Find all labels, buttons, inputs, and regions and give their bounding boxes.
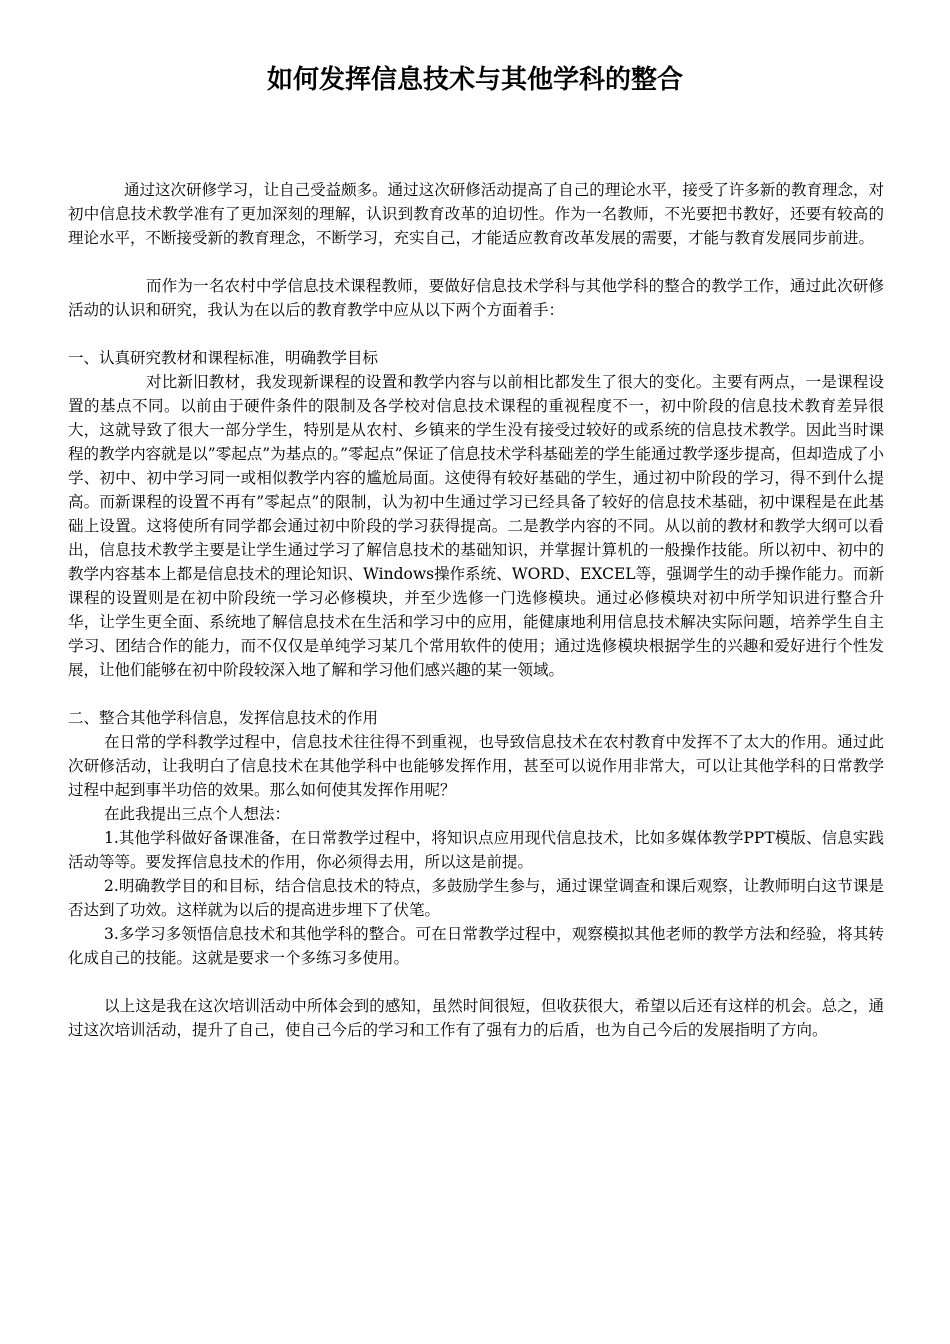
paragraph-section-1: 对比新旧教材，我发现新课程的设置和教学内容与以前相比都发生了很大的变化。主要有两点，一是课程设置的基点不同。以前由于硬件条件的限制及各学校对信息技术课程的重视程度不一，初中阶段的信息技术教育差异很大，这就导致了很大一部分学生，特别是从农村、乡镇来的学生没有接受过较好的或系统的信息技术教学。因此当时课程的教学内容就是以”零起点”为基点的。”零起点”保证了信息技术学科基础差的学生能通过教学逐步提高，但却造成了小学、初中、初中学习同一或相似教学内容的尴尬局面。这使得有较好基础的学生，通过初中阶段的学习，得不到什么提高。而新课程的设置不再有”零起点”的限制，认为初中生通过学习已经具备了较好的信息技术基础，初中课程是在此基础上设置。这将使所有同学都会通过初中阶段的学习获得提高。二是教学内容的不同。从以前的教材和教学大纲可以看出，信息技术教学主要是让学生通过学习了解信息技术的基础知识，并掌握计算机的一般操作技能。所以初中、初中的教学内容基本上都是信息技术的理论知识、Windows操作系统、WORD、EXCEL等，强调学生的动手操作能力。而新课程的设置则是在初中阶段统一学习必修模块，并至少选修一门选修模块。通过必修模块对初中所学知识进行整合升华，让学生更全面、系统地了解信息技术在生活和学习中的应用，能健康地利用信息技术解决实际问题，培养学生自主学习、团结合作的能力，而不仅仅是单纯学习某几个常用软件的使用；通过选修模块根据学生的兴趣和爱好进行个性发展，让他们能够在初中阶段较深入地了解和学习他们感兴趣的某一领域。	[68, 373, 884, 679]
document-body	[68, 178, 884, 1042]
paragraph-approach: 而作为一名农村中学信息技术课程教师，要做好信息技术学科与其他学科的整合的教学工作，通过此次研修活动的认识和研究，我认为在以后的教育教学中应从以下两个方面着手：	[68, 277, 884, 319]
paragraph-spacer	[68, 970, 884, 994]
document-title: 如何发挥信息技术与其他学科的整合	[266, 65, 683, 95]
paragraph-spacer	[68, 682, 884, 706]
paragraph-section-2: 在日常的学科教学过程中，信息技术往往得不到重视，也导致信息技术在农村教育中发挥不了太大的作用。通过此次研修活动，让我明白了信息技术在其他学科中也能够发挥作用，甚至可以说作用非常大，可以让其他学科的日常教学过程中起到事半功倍的效果。那么如何使其发挥作用呢？	[68, 733, 884, 799]
section-heading-2: 二、整合其他学科信息，发挥信息技术的作用	[68, 709, 379, 727]
list-item-3: 3.多学习多领悟信息技术和其他学科的整合。可在日常教学过程中，观察模拟其他老师的教学方法和经验，将其转化成自己的技能。这就是要求一个多练习多使用。	[68, 925, 884, 967]
paragraph-spacer	[68, 250, 884, 274]
paragraph-intro: 通过这次研修学习，让自己受益颇多。通过这次研修活动提高了自己的理论水平，接受了许多新的教育理念，对初中信息技术教学准有了更加深刻的理解，认识到教育改革的迫切性。作为一名教师，不光要把书教好，还要有较高的理论水平，不断接受新的教育理念，不断学习，充实自己，才能适应教育改革发展的需要，才能与教育发展同步前进。	[68, 181, 884, 247]
paragraph-conclusion: 以上这是我在这次培训活动中所体会到的感知，虽然时间很短，但收获很大，希望以后还有这样的机会。总之，通过这次培训活动，提升了自己，使自己今后的学习和工作有了强有力的后盾，也为自己今后的发展指明了方向。	[68, 997, 884, 1039]
section-heading-1: 一、认真研究教材和课程标准，明确教学目标	[68, 349, 379, 367]
list-item-1: 1.其他学科做好备课准备，在日常教学过程中，将知识点应用现代信息技术，比如多媒体教学PPT模版、信息实践活动等等。要发挥信息技术的作用，你必须得去用，所以这是前提。	[68, 829, 884, 871]
list-item-2: 2.明确教学目的和目标，结合信息技术的特点，多鼓励学生参与，通过课堂调查和课后观察，让教师明白这节课是否达到了功效。这样就为以后的提高进步埋下了伏笔。	[68, 877, 884, 919]
paragraph-spacer	[68, 322, 884, 346]
paragraph-ideas-intro: 在此我提出三点个人想法：	[104, 805, 291, 823]
